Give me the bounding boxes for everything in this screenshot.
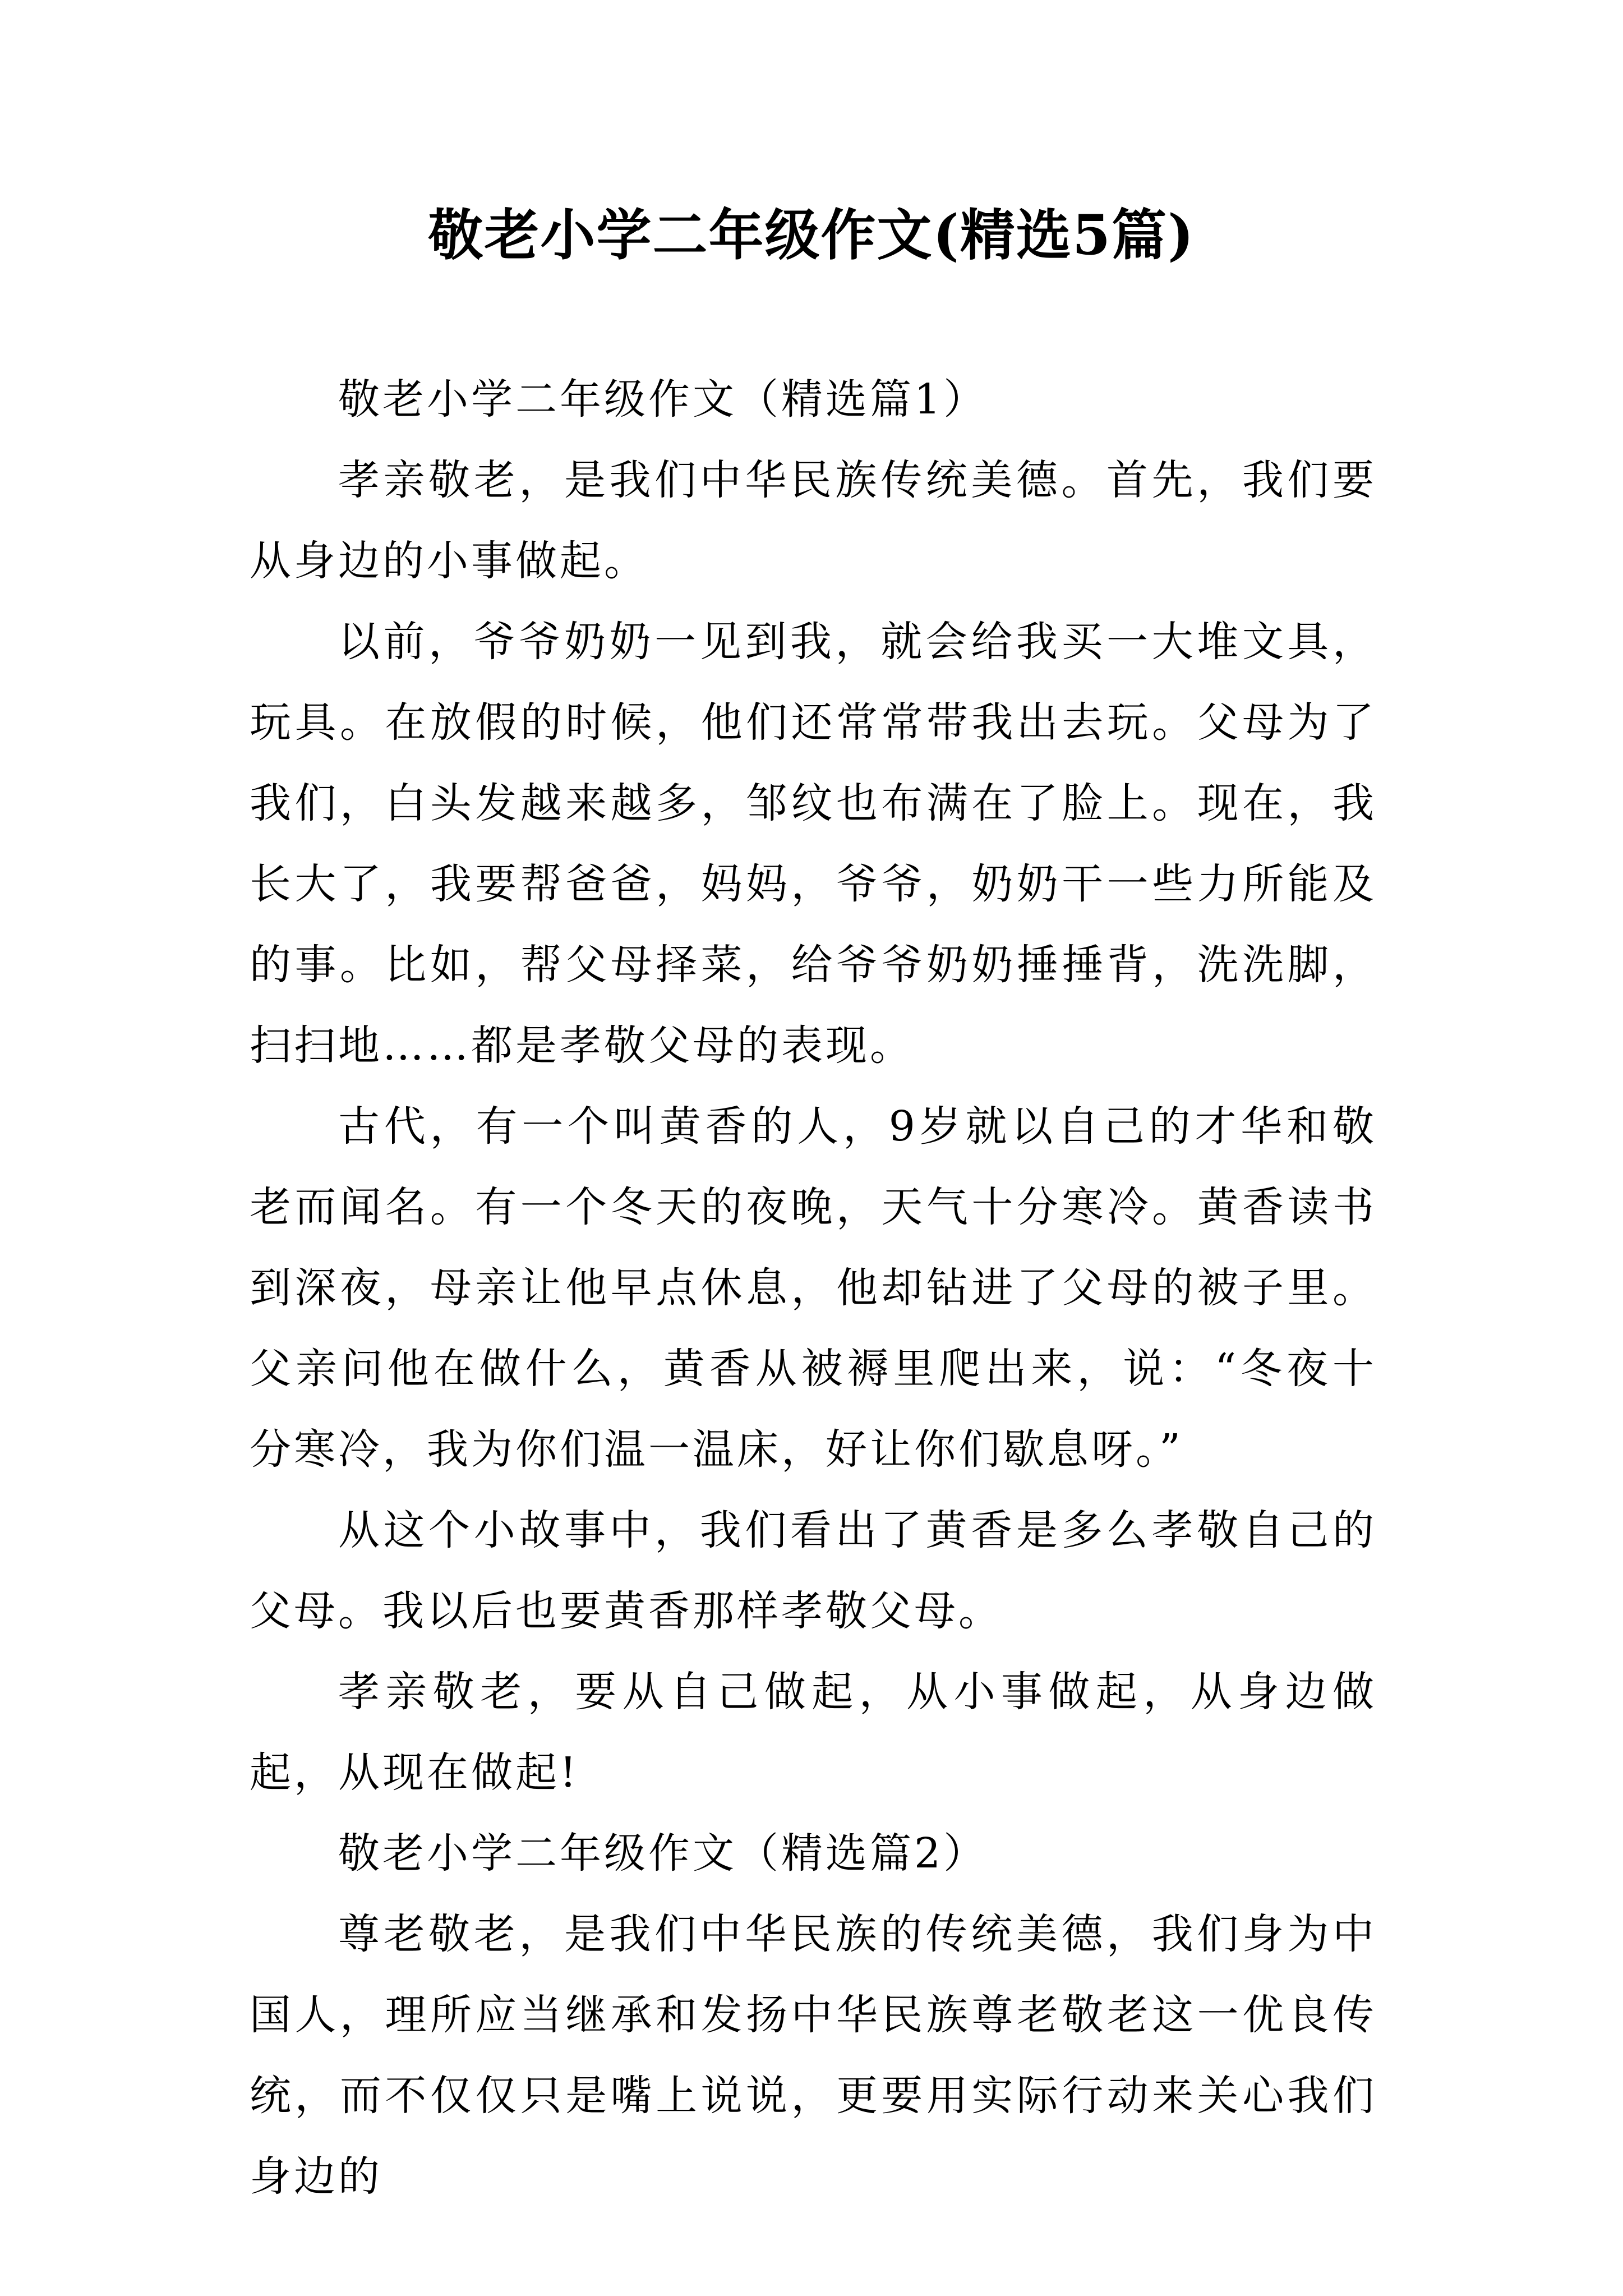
paragraph: 以前，爷爷奶奶一见到我，就会给我买一大堆文具，玩具。在放假的时候，他们还常常带我出去玩。父母为了我们，白头发越来越多，邹纹也布满在了脸上。现在，我长大了，我要帮爸爸，妈妈，爷爷，奶奶干一些力所能及的事。比如，帮父母择菜，给爷爷奶奶捶捶背，洗洗脚，扫扫地……都是孝敬父母的表现。 (250, 618, 1377, 1070)
essay-heading-2: 敬老小学二年级作文（精选篇2） (338, 1829, 988, 1878)
document-body (250, 359, 1377, 2217)
paragraph: 孝亲敬老，是我们中华民族传统美德。首先，我们要从身边的小事做起。 (250, 456, 1377, 585)
paragraph: 尊老敬老，是我们中华民族的传统美德，我们身为中国人，理所应当继承和发扬中华民族尊老敬老这一优良传统，而不仅仅只是嘴上说说，更要用实际行动来关心我们身边的 (250, 1910, 1377, 2201)
document-title: 敬老小学二年级作文(精选5篇) (428, 203, 1195, 268)
paragraph: 从这个小故事中，我们看出了黄香是多么孝敬自己的父母。我以后也要黄香那样孝敬父母。 (250, 1506, 1377, 1635)
paragraph: 古代，有一个叫黄香的人，9岁就以自己的才华和敬老而闻名。有一个冬天的夜晚，天气十分寒冷。黄香读书到深夜，母亲让他早点休息，他却钻进了父母的被子里。父亲问他在做什么，黄香从被褥里爬出来，说：“冬夜十分寒冷，我为你们温一温床，好让你们歇息呀。” (250, 1102, 1377, 1474)
paragraph: 孝亲敬老，要从自己做起，从小事做起，从身边做起，从现在做起! (250, 1668, 1377, 1797)
essay-heading-1: 敬老小学二年级作文（精选篇1） (338, 375, 988, 424)
